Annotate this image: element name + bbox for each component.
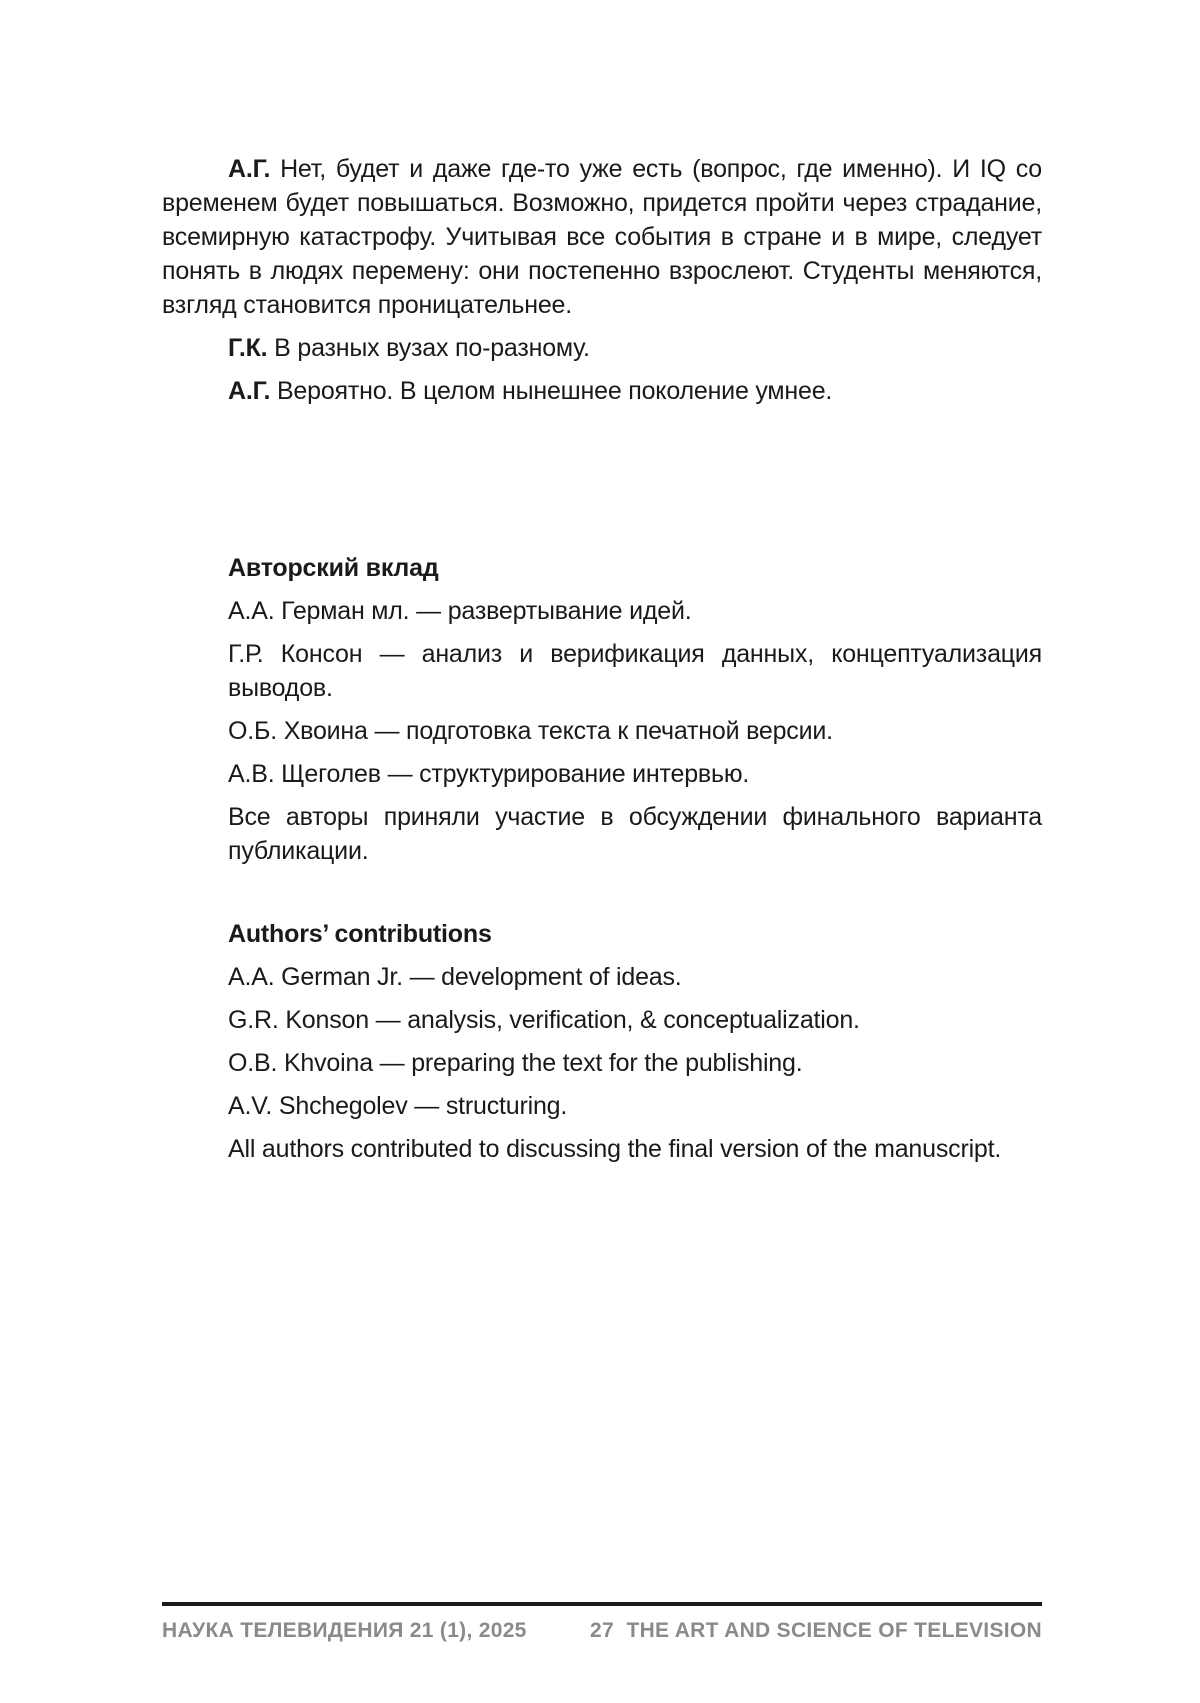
footer-divider <box>162 1602 1042 1606</box>
interview-excerpt <box>162 152 1042 408</box>
interview-text: Вероятно. В целом нынешнее поколение умнее. <box>277 377 832 405</box>
journal-title-ru: НАУКА ТЕЛЕВИДЕНИЯ 21 (1), 2025 <box>162 1619 527 1643</box>
contribution-item: А.В. Щеголев — структурирование интервью. <box>228 757 1042 791</box>
contribution-item: All authors contributed to discussing the final version of the manuscript. <box>228 1132 1042 1166</box>
author-contributions-en <box>228 917 1042 1166</box>
speaker-label: А.Г. <box>228 155 270 183</box>
contribution-item: A.A. German Jr. — development of ideas. <box>228 960 1042 994</box>
section-title: Авторский вклад <box>228 551 1042 585</box>
speaker-label: Г.К. <box>228 334 267 362</box>
contribution-item: Все авторы приняли участие в обсуждении финального варианта публикации. <box>228 800 1042 868</box>
interview-paragraph <box>162 331 1042 365</box>
interview-text: В разных вузах по-разному. <box>274 334 590 362</box>
section-title: Authors’ contributions <box>228 917 1042 951</box>
page-footer <box>162 1619 1042 1649</box>
interview-text: Нет, будет и даже где-то уже есть (вопрос, где именно). И IQ со временем будет повышаться. Возможно, придется пройти через страдание, всемирную катастрофу. Учитывая все события в стране и в мире, следует понять в людях перемену: они постепенно взрослеют. Студенты меняются, взгляд становится проницательнее. <box>162 155 1042 319</box>
journal-title-en: THE ART AND SCIENCE OF TELEVISION <box>626 1619 1042 1643</box>
interview-paragraph <box>162 374 1042 408</box>
interview-paragraph <box>162 152 1042 322</box>
page-number: 27 <box>590 1619 614 1643</box>
contribution-item: O.B. Khvoina — preparing the text for the publishing. <box>228 1046 1042 1080</box>
contribution-item: Г.Р. Консон — анализ и верификация данных, концептуализация выводов. <box>228 637 1042 705</box>
contribution-item: А.А. Герман мл. — развертывание идей. <box>228 594 1042 628</box>
speaker-label: А.Г. <box>228 377 270 405</box>
contribution-item: A.V. Shchegolev — structuring. <box>228 1089 1042 1123</box>
contribution-item: О.Б. Хвоина — подготовка текста к печатной версии. <box>228 714 1042 748</box>
author-contributions-ru <box>228 551 1042 868</box>
contribution-item: G.R. Konson — analysis, verification, & conceptualization. <box>228 1003 1042 1037</box>
